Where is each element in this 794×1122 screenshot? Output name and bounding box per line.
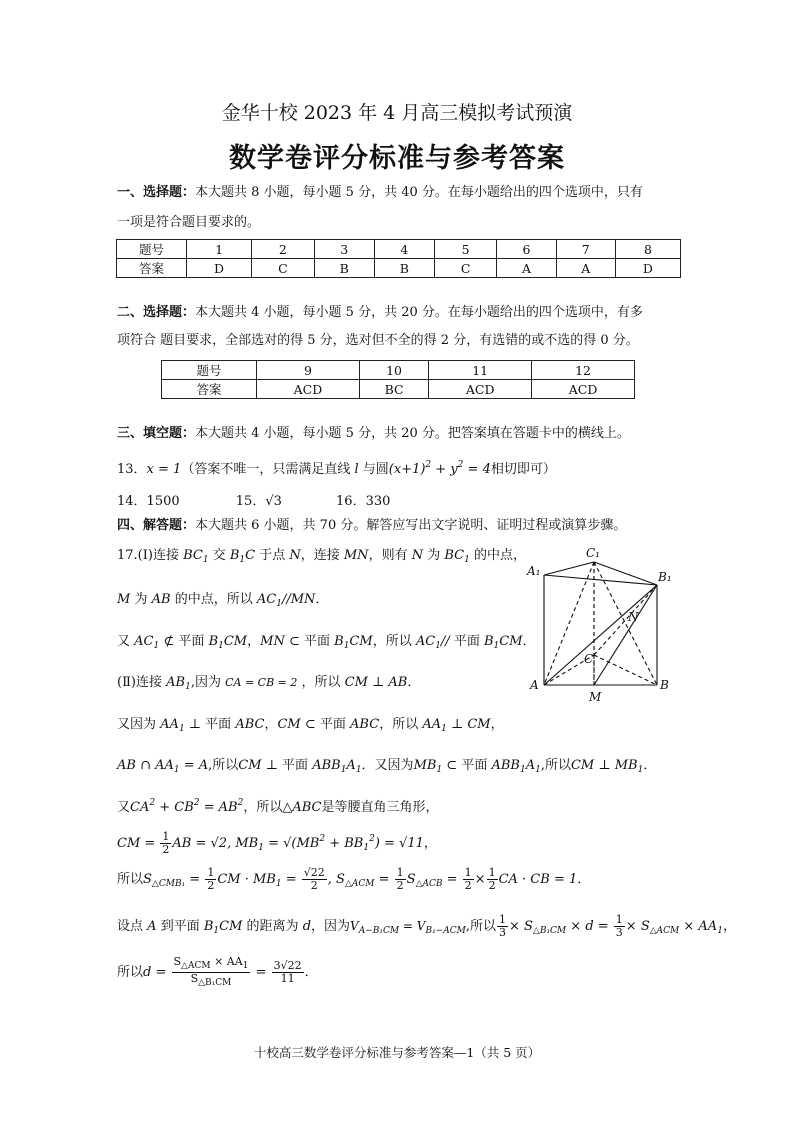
- q17-line8: CM = $\frac{1}{2}$ AB = √2, $MB_1 = √(MB^2 + BB_1^2) = √11$，: [117, 830, 437, 856]
- section1-answer-table: [116, 239, 681, 278]
- table-cell: D: [187, 259, 252, 278]
- label-N: N: [628, 610, 639, 624]
- row-label: 题号: [117, 240, 187, 259]
- table-cell: D: [615, 259, 680, 278]
- table-row: [117, 240, 681, 259]
- q17-line6: AB ∩ $AA_1 = A$,所以CM ⊥ 平面 $ABB_1A_1$．又因为$MB_1$ ⊂ 平面 $ABB_1A_1$,所以CM ⊥ $MB_1$．: [117, 758, 657, 775]
- section2-intro-cont: 项符合 题目要求，全部选对的得 5 分，选对但不全的得 2 分，有选错的或不选的得 0 分。: [117, 333, 639, 348]
- table-row: [162, 361, 635, 380]
- section2-intro: 二、选择题：本大题共 4 小题，每小题 5 分，共 20 分。在每小题给出的四个选项中，有多: [117, 305, 643, 320]
- table-cell: 6: [497, 240, 556, 259]
- table-cell: 5: [434, 240, 496, 259]
- section1-intro: 一、选择题：本大题共 8 小题，每小题 5 分，共 40 分。在每小题给出的四个选项中，只有: [117, 185, 643, 200]
- section4-intro: 四、解答题：本大题共 6 小题，共 70 分。解答应写出文字说明、证明过程或演算步骤。: [117, 518, 627, 533]
- section4-heading: 四、解答题：: [117, 518, 196, 533]
- row-label: 答案: [162, 380, 257, 399]
- prism-figure: [524, 545, 674, 705]
- table-cell: 8: [615, 240, 680, 259]
- answer-13: 13．x = 1（答案不唯一，只需满足直线 l 与圆$(x+1)^2 + y^2 = 4$相切即可）: [117, 460, 556, 477]
- q17-line3: 又 $AC_1$ ⊄ 平面 $B_1CM$，MN ⊂ 平面 $B_1CM$，所以 $AC_1//$ 平面 $B_1CM$．: [117, 634, 536, 651]
- q17-line7: 又$CA^2 + CB^2 = AB^2$，所以△ABC是等腰直角三角形，: [117, 798, 439, 815]
- q17-line1: 17.(Ⅰ)连接 $BC_1$ 交 $B_1C$ 于点 N，连接 MN，则有 N 为 $BC_1$ 的中点，: [117, 548, 526, 565]
- section1-heading: 一、选择题：: [117, 185, 196, 200]
- q17-line4: (Ⅱ)连接 $AB_1$,因为 CA = CB = 2 ，所以 CM ⊥ AB．: [117, 675, 421, 692]
- table-cell: 2: [252, 240, 314, 259]
- table-cell: 12: [532, 361, 635, 380]
- label-M: M: [589, 690, 602, 704]
- label-C: C: [584, 652, 594, 666]
- page-footer: 十校高三数学卷评分标准与参考答案—1（共 5 页）: [253, 1045, 541, 1060]
- exam-title: 金华十校 2023 年 4 月高三模拟考试预演: [221, 102, 573, 124]
- label-B: B: [660, 678, 669, 692]
- table-cell: BC: [359, 380, 428, 399]
- section3-heading: 三、填空题：: [117, 426, 196, 441]
- table-cell: C: [252, 259, 314, 278]
- table-cell: 11: [429, 361, 532, 380]
- row-label: 答案: [117, 259, 187, 278]
- table-cell: 1: [187, 240, 252, 259]
- table-cell: B: [374, 259, 434, 278]
- label-B1: B₁: [658, 570, 672, 584]
- table-cell: 7: [556, 240, 615, 259]
- table-cell: B: [314, 259, 374, 278]
- q17-line10: 设点 A 到平面 $B_1CM$ 的距离为 d，因为$V_{A-B_1CM} = V_{B_1-ACM}$,所以 $\frac{1}{3}$ × $S_{\triangle B_1CM} \times d$ = $\frac{1}{3}$ × $S_{\triangle ACM} \times AA_1$，: [117, 913, 736, 939]
- table-cell: 9: [257, 361, 360, 380]
- table-cell: 4: [374, 240, 434, 259]
- table-cell: C: [434, 259, 496, 278]
- table-cell: ACD: [257, 380, 360, 399]
- q17-line2: M 为 AB 的中点，所以 $AC_1//MN$．: [117, 592, 329, 609]
- table-cell: ACD: [532, 380, 635, 399]
- row-label: 题号: [162, 361, 257, 380]
- table-cell: 3: [314, 240, 374, 259]
- document-title: 数学卷评分标准与参考答案: [229, 143, 565, 174]
- label-A: A: [530, 678, 539, 692]
- section1-intro-cont: 一项是符合题目要求的。: [117, 215, 261, 230]
- table-cell: A: [497, 259, 556, 278]
- table-cell: ACD: [429, 380, 532, 399]
- table-row: [117, 259, 681, 278]
- q17-line5: 又因为 $AA_1$ ⊥ 平面 ABC，CM ⊂ 平面 ABC，所以 $AA_1$ ⊥ CM，: [117, 717, 504, 734]
- section2-heading: 二、选择题：: [117, 305, 196, 320]
- label-C1: C₁: [586, 546, 600, 560]
- section2-answer-table: [161, 360, 635, 399]
- table-cell: A: [556, 259, 615, 278]
- section3-intro: 三、填空题：本大题共 4 小题，每小题 5 分，共 20 分。把答案填在答题卡中的横线上。: [117, 426, 630, 441]
- answers-14-16: 14．1500 15．√3 16．330: [117, 494, 391, 509]
- q17-line9: 所以$S_{\triangle CMB_1}$ = $\frac{1}{2}$ CM · $MB_1$ = $\frac{√22}{2}$ , $S_{\triangle ACM}$ = $\frac{1}{2}$ $S_{\triangle ACB}$ = $\frac{1}{2}$ × $\frac{1}{2}$ CA · CB = 1．: [117, 866, 591, 892]
- table-cell: 10: [359, 361, 428, 380]
- table-row: [162, 380, 635, 399]
- label-A1: A₁: [527, 564, 541, 578]
- q17-line11: 所以d = $\frac{S_{\triangle ACM} \times AA_1}{S_{\triangle B_1CM}}$ = $\frac{3√22}{11}$ ．: [117, 955, 318, 988]
